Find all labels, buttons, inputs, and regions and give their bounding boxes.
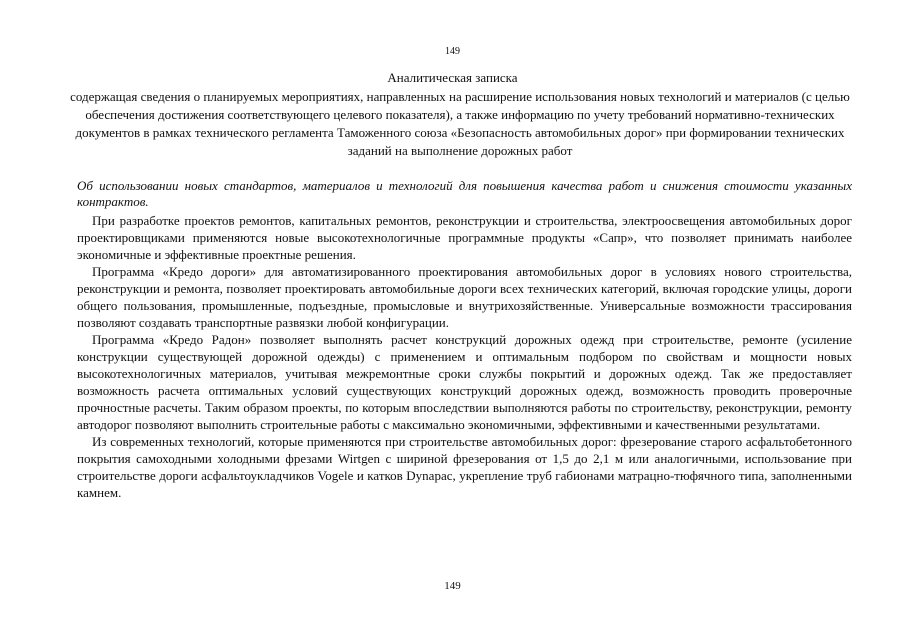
document-body xyxy=(77,178,852,501)
paragraph-sapr: При разработке проектов ремонтов, капитальных ремонтов, реконструкции и строительства, электроосвещения автомобильных дорог проектировщиками применяются новые высокотехнологичные программные продукты «Сапр», что позволяет принимать наиболее экономичные и эффективные проектные решения. xyxy=(77,213,852,262)
document-subtitle: содержащая сведения о планируемых мероприятиях, направленных на расширение использования новых технологий и материалов (с целью обеспечения достижения соответствующего целевого показателя), а также информацию по учету требований нормативно-технических документов в рамках технического регламента Таможенного союза «Безопасность автомобильных дорог» при формировании технических заданий на выполнение дорожных работ xyxy=(70,89,850,158)
section-heading: Об использовании новых стандартов, материалов и технологий для повышения качества работ и снижения стоимости указанных контрактов. xyxy=(77,178,852,209)
document-title: Аналитическая записка xyxy=(387,70,518,85)
page-number-top: 149 xyxy=(445,46,460,57)
page-number-bottom: 149 xyxy=(444,580,461,592)
paragraph-kredo-dorogi: Программа «Кредо дороги» для автоматизированного проектирования автомобильных дорог в условиях нового строительства, реконструкции и ремонта, позволяет проектировать автомобильные дороги всех технических категорий, включая городские улицы, дороги общего пользования, промышленные, подъездные, промысловые и внутрихозяйственные. Универсальные возможности трассирования позволяют создавать транспортные развязки любой конфигурации. xyxy=(77,264,852,330)
paragraph-kredo-radon: Программа «Кредо Радон» позволяет выполнять расчет конструкций дорожных одежд при строительстве, ремонте (усиление конструкции существующей дорожной одежды) с применением и оптимальным подбором по свойствам и мощности новых высокотехнологичных материалов, учитывая межремонтные сроки службы покрытий и дорожных одежд. Так же предоставляет возможность расчета оптимальных условий существующих конструкций дорожных одежд, возможность проводить проверочные прочностные расчеты. Таким образом проекты, по которым впоследствии выполняются работы по строительству, реконструкции, ремонту автодорог позволяют выполнить строительные работы с максимально экономичными, эффективными и качественными результатами. xyxy=(77,332,852,432)
paragraph-technologies: Из современных технологий, которые применяются при строительстве автомобильных дорог: фрезерование старого асфальтобетонного покрытия самоходными холодными фрезами Wirtgen с шириной фрезерования от 1,5 до 2,1 м или аналогичными, использование при строительстве дороги асфальтоукладчиков Vogele и катков Dynapac, укрепление труб габионами матрацно-тюфячного типа, заполненными камнем. xyxy=(77,434,852,500)
